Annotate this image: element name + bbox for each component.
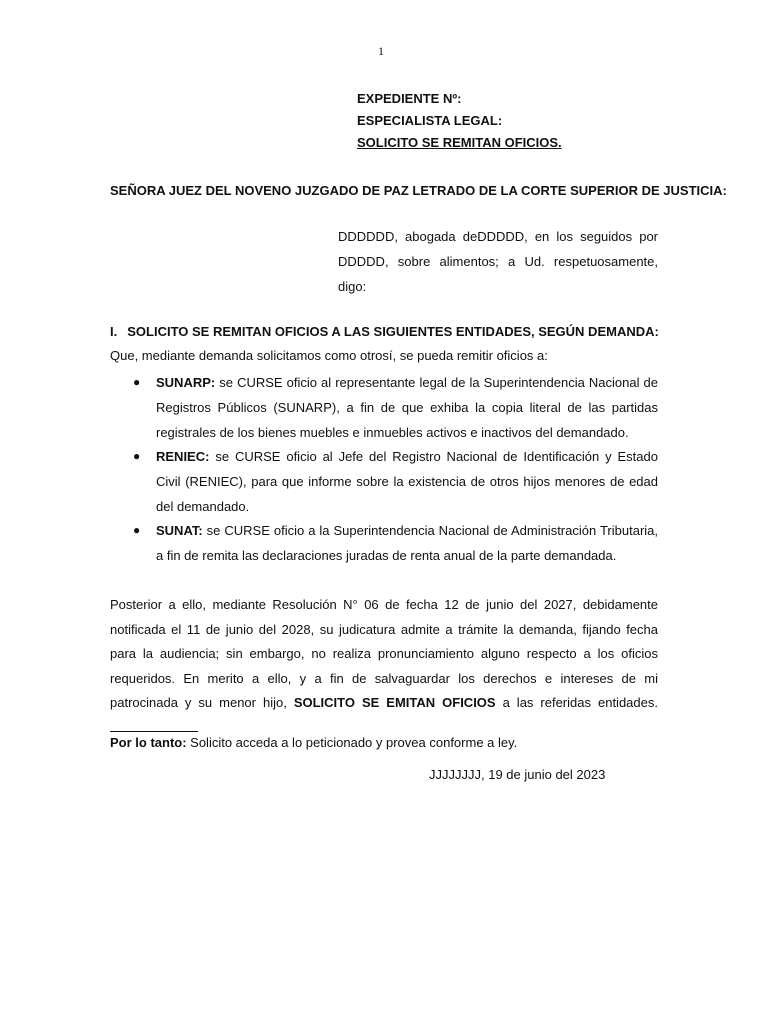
closing-text: Solicito acceda a lo peticionado y provea conforme a ley. [186,735,518,750]
list-item [110,370,658,445]
place-date: JJJJJJJJ, 19 de junio del 2023 [429,767,606,782]
body-paragraph [110,593,658,740]
paragraph-emphasis: SOLICITO SE EMITAN OFICIOS [293,695,496,710]
bullet-icon: ● [133,449,141,463]
paragraph-text: Posterior a ello, mediante Resolución N° 06 de fecha 12 de junio del 2027, debidamente notificada el 11 de junio del 2028, su judicatura admite a trámite la demanda, fijando fecha para la audiencia; sin embargo, no realiza pronunciamiento alguno respecto a los oficios requeridos. En merito a ello, y a fin de salvaguardar los derechos e intereses de mi patrocinada y su menor hijo, [110,597,658,710]
closing-line [110,735,517,750]
entity-list [110,370,658,567]
list-item [110,518,658,568]
entity-text: se CURSE oficio a la Superintendencia Nacional de Administración Tributaria, a fin de remita las declaraciones juradas de renta anual de la parte demandada. [156,523,658,563]
bullet-icon: ● [133,523,141,537]
entity-label: SUNAT: [156,523,203,538]
section-number: I. [110,324,118,339]
entity-label: RENIEC: [156,449,210,464]
page-number: 1 [378,44,384,58]
bullet-icon: ● [133,375,141,389]
lead-sentence: Que, mediante demanda solicitamos como otrosí, se pueda remitir oficios a: [110,348,548,363]
section-title: SOLICITO SE REMITAN OFICIOS A LAS SIGUIENTES ENTIDADES, SEGÚN DEMANDA: [127,324,659,339]
intro-paragraph: DDDDDD, abogada deDDDDD, en los seguidos por DDDDD, sobre alimentos; a Ud. respetuosamente, digo: [338,229,658,294]
especialista-label: ESPECIALISTA LEGAL: [357,113,503,128]
sumilla-title: SOLICITO SE REMITAN OFICIOS. [357,135,562,150]
expediente-label: EXPEDIENTE Nº: [357,91,462,106]
list-item [110,444,658,519]
section-heading [110,324,659,339]
entity-label: SUNARP: [156,375,216,390]
blank-line [110,721,198,732]
entity-text: se CURSE oficio al Jefe del Registro Nacional de Identificación y Estado Civil (RENIEC), para que informe sobre la existencia de otros hijos menores de edad del demandado. [156,449,658,514]
addressee-line: SEÑORA JUEZ DEL NOVENO JUZGADO DE PAZ LETRADO DE LA CORTE SUPERIOR DE JUSTICIA: [110,183,727,198]
entity-text: se CURSE oficio al representante legal de la Superintendencia Nacional de Registros Públicos (SUNARP), a fin de que exhiba la copia literal de las partidas registrales de los bienes muebles e inmuebles activos e inactivos del demandado. [156,375,658,440]
closing-label: Por lo tanto: [110,735,187,750]
paragraph-text-end: a las referidas entidades. [495,695,658,710]
case-header [357,88,562,154]
